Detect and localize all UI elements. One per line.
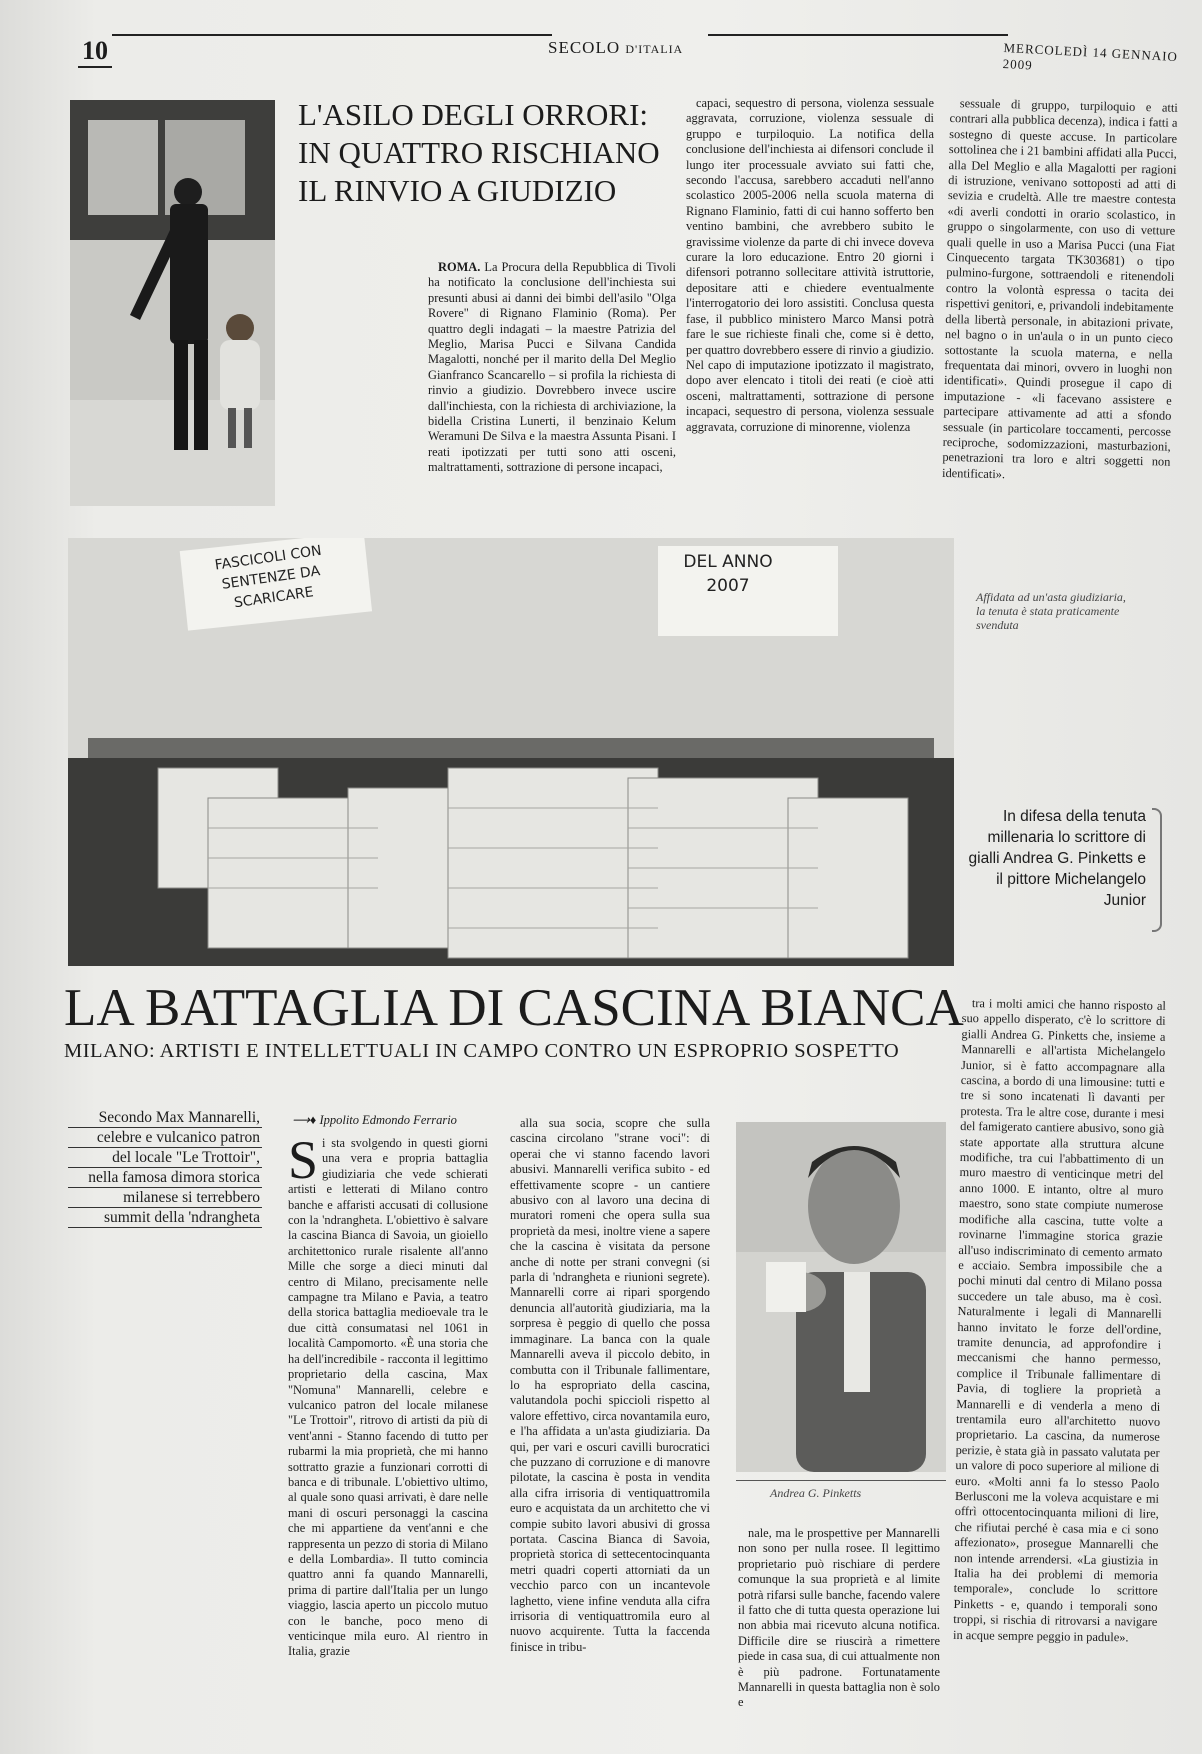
files-sign-2: DEL ANNO 2007 [683, 552, 773, 596]
story1-headline: L'ASILO DEGLI ORRORI: IN QUATTRO RISCHIANO IL RINVIO A GIUDIZIO [298, 97, 660, 208]
sidebox-line: Secondo Max Mannarelli, [68, 1108, 262, 1128]
masthead [548, 38, 683, 58]
sidebox-line: celebre e vulcanico patron [68, 1128, 262, 1148]
pull-quote-bracket [1152, 808, 1162, 932]
story1-column-2 [686, 96, 934, 510]
sidebox-line: summit della 'ndrangheta [68, 1208, 262, 1228]
story2-column-2 [510, 1116, 710, 1740]
caption-rule [736, 1480, 946, 1481]
story2-col3-text: nale, ma le prospettive per Mannarelli non sono per nulla rosee. Il legittimo proprietario può rischiare di perdere comunque la sua proprietà e al limite potrà rifarsi sulle banche, facendo valere il fatto che di tutta questa operazione lui non abbia mai ricevuto alcuna notifica. Difficile dire se riuscirà a rimettere piede in casa sua, di cui attualmente non è più padrone. Fortunatamente Mannarelli in questa battaglia non è solo e [738, 1526, 940, 1710]
story2-column-3 [738, 1526, 940, 1740]
files-sign-1: FASCICOLI CON SENTENZE DA SCARICARE [213, 542, 323, 612]
pinketts-photo-caption: Andrea G. Pinketts [770, 1486, 862, 1500]
sidebox-line: milanese si terrebbero [68, 1188, 262, 1208]
story1-dateline: ROMA. [438, 260, 481, 274]
story2-col4-text: tra i molti amici che hanno risposto al suo appello disperato, c'è lo scrittore di gialli Andrea G. Pinketts che, insieme a Mannarelli e all'artista Michelangelo Junior, si è fatto accompagnare alla cascina, a bordo di una limousine: tutti e tre si sono incatenati lì davanti per protesta. Tra le altre cose, durante i mesi del famigerato cantiere abusivo, sono già state apportate alla struttura alcune modifiche, tra cui l'abbattimento di un muro maestro di venticinque metri del anno 1000. E intanto, oltre al muro maestro, sono state compiute numerose modifiche alla cascina, tutte volte a rovinarne l'immagine storica grazie all'uso indiscriminato di cemento armato e acciaio. Sembra impossibile che a pochi minuti dal centro di Milano possa succedere un tale abuso, ma è così. Naturalmente i legali di Mannarelli hanno invitato le forze dell'ordine, tramite denuncia, ad approfondire i meccanismi che hanno permesso, complice il Tribunale fallimentare di Pavia, di togliere la proprietà a Mannarelli e di venderla a meno di trentamila euro all'architetto nuovo proprietario. La cascina, da numerose perizie, è stata già in passato valutata per un valore di poco superiore al milione di euro. «Molti anni fa lo stesso Paolo Berlusconi me la voleva acquistare e mi offrì ottocentocinquanta milioni di lire, che rifiutai perché è casa mia e ci sono affezionato», prosegue Mannarelli che non intende arrendersi. «La giustizia in Italia ha dei problemi di memoria temporale», conclude lo scrittore Pinketts - e, quando i temporali sono troppi, si rischia di ritrovarsi a navigare in acque sempre peggio in padule». [952, 996, 1166, 1645]
story1-column-1 [428, 260, 676, 510]
header-rule-left [112, 34, 552, 36]
archive-files-photo [68, 538, 954, 966]
story2-headline: LA BATTAGLIA DI CASCINA BIANCA [64, 979, 964, 1037]
story2-col1-text: i sta svolgendo in questi giorni una vera e propria battaglia giudiziaria che vede schierati artisti e letterati di Milano contro banche e affaristi accusati di collusione con la 'ndrangheta. L'obiettivo è salvare la cascina Bianca di Savoia, un gioiello architettonico rurale risalente all'anno Mille che sorge a dieci minuti dal centro di Milano, precisamente nelle campagne tra Milano e Pavia, a teatro della storica battaglia medioevale tra le due città consumatasi nel 1061 in località Campomorto. «È una storia che ha dell'incredibile - racconta il legittimo proprietario della cascina, Max "Nomuna" Mannarelli, celebre e vulcanico patron del locale milanese "Le Trottoir", ritrovo di artisti da più di vent'anni - Stanno facendo di tutto per rubarmi la mia proprietà, che mi hanno sottratto grazie a funzionari corrotti di banca e di tribunale. L'obiettivo ultimo, al quale sono quasi arrivati, è dare nelle mani di oscuri personaggi la cascina che mi appartiene da vent'anni e che rappresenta un pezzo di storia di Milano e della Lombardia». Il tutto comincia quattro anni fa quando Mannarelli, prima di partire dall'Italia per un lungo viaggio, lascia aperto un piccolo mutuo con le banche, poco meno di venticinque mila euro. Al rientro in Italia, grazie [288, 1136, 488, 1659]
story1-col1-text: La Procura della Repubblica di Tivoli ha notificato la conclusione dell'inchiesta sui presunti abusi ai danni dei bimbi dell'asilo "Olga Rovere" di Rignano Flaminio (Roma). Per quattro degli indagati – la maestre Patrizia del Meglio, Marisa Pucci e Silvana Candida Magalotti, nonché per il marito della Del Meglio Gianfranco Scancarello – si profila la richiesta di rinvio a giudizio. Dovrebbero invece uscire dall'inchiesta, con la richiesta di archiviazione, la bidella Cristina Lunerti, il benzinaio Kelum Weramuni De Silva e la maestra Assunta Pisani. I reati ipotizzati per tutti sono atti osceni, maltrattamenti, sottrazione di persone incapaci, [428, 260, 676, 475]
story1-photo [70, 100, 275, 506]
arrow-icon: ⟶♦ [292, 1113, 320, 1127]
pull-quote: In difesa della tenuta millenaria lo scrittore di gialli Andrea G. Pinketts e il pittore Michelangelo Junior [968, 808, 1146, 909]
story1-col2-text: capaci, sequestro di persona, violenza sessuale aggravata, corruzione, violenza sessuale di gruppo e turpiloquio. La notifica della conclusione dell'inchiesta ai difensori conclude il lungo iter processuale avviato sui fatti che, secondo l'accusa, sarebbero accaduti nell'anno scolastico 2005-2006 nella scuola materna di Rignano Flaminio, fatti di cui hanno sofferto ben ventino bambini, che avrebbero subito le gravissime violenze da parte di chi invece doveva curare la loro educazione. Entro 20 giorni i difensori potranno sollecitare attività istruttorie, depositare atti e chiedere eventualmente l'interrogatorio dei loro assistiti. Conclusa questa fase, il pubblico ministero Marco Mansi potrà fare le sue richieste finali che, come si è detto, per quattro dovrebbero essere di rinvio a giudizio. Nel capo di imputazione ipotizzato il magistrato, dopo aver elencato i titoli dei reati (e cioè atti osceni, maltrattamenti, sottrazione di persone incapaci, sequestro di persona, violenza sessuale aggravata, corruzione di minorenne, violenza [686, 96, 934, 434]
story2-column-4 [952, 996, 1166, 1747]
issue-date: MERCOLEDÌ 14 GENNAIO 2009 [1002, 40, 1179, 73]
sidebox-line: del locale "Le Trottoir", [68, 1148, 262, 1168]
drop-cap: S [288, 1136, 319, 1190]
masthead-suffix: D'ITALIA [625, 42, 684, 56]
story2-byline [292, 1112, 457, 1128]
byline-name: Ippolito Edmondo Ferrario [319, 1113, 457, 1127]
sidebox-line: nella famosa dimora storica [68, 1168, 262, 1188]
story1-col3-text: sessuale di gruppo, turpiloquio e atti contrari alla pubblica decenza), indica i fatti a sostegno di queste accuse. In particolare sottolinea che i 21 bambini affidati alla Pucci, alla Del Meglio e alla Magalotti per ragioni di istruzione, venivano sottoposti ad atti di sevizia e crudeltà. Alle tre maestre contesta «di averli condotti in orario scolastico, in gruppo o singolarmente, con uso di vetture quali quelle in uso a Marisa Pucci (una Fiat Cinquecento targata TK303681) o tipo pulmino-furgone, sottraendoli e ritenendoli contro la volontà espressa o tacita dei rispettivi genitori, e, privandoli indebitamente della libertà personale, in abitazioni private, nel bagno o in un'aula o in un punto cieco sottostante la scuola materna, e nella frequentata dai minori, ovvero in luoghi non identificati». Quindi prosegue il capo di imputazione - «li facevano assistere e partecipare attivamente ad atti a sfondo sessuale (in particolare toccamenti, percosse reciproche, sodomizzazioni, masturbazioni, penetrazioni tra loro e altri soggetti non identificati». [941, 96, 1178, 481]
page-number: 10 [78, 36, 112, 68]
header-rule-right [708, 34, 1008, 36]
masthead-title: SECOLO [548, 38, 621, 57]
story2-column-1 [288, 1136, 488, 1740]
story1-column-3 [941, 96, 1178, 521]
pinketts-photo [736, 1122, 946, 1472]
story2-col2-text: alla sua socia, scopre che sulla cascina circolano "strane voci": di operai che vi stanno facendo lavori abusivi. Mannarelli verifica subito - ed effettivamente scopre - un cantiere abusivo con al lavoro una decina di muratori romeni che opera sulla sua proprietà da mesi, inoltre viene a sapere che la cascina è visitata da persone anche di notte per strani convegni (si parla di 'ndrangheta e riunioni segrete). Mannarelli corre ai ripari sporgendo denuncia all'autorità giudiziaria, ma la sorpresa è peggio di quello che possa immaginare. La banca con la quale Mannarelli aveva il piccolo debito, in combutta con il Tribunale fallimentare, lo ha espropriato della cascina, valutandola pochi spiccioli rispetto al valore effettivo, circa novantamila euro, e l'ha affidata a un'asta giudiziaria. Da qui, per vari e oscuri cavilli burocratici che puzzano di corruzione e di manovre pilotate, la cascina è posta in vendita alla cifra irrisoria di ventiquattromila euro e acquistata da un architetto che vi compie subito lavori abusivi di grossa portata. Cascina Bianca di Savoia, proprietà storica di settecentocinquanta metri quadri coperti attorniati da un vecchio parco con un incantevole laghetto, viene infine venduta alla cifra irrisoria di ventiquattromila euro al nuovo acquirente. Tutta la faccenda finisce in tribu- [510, 1116, 710, 1654]
story2-sidebox [68, 1108, 262, 1228]
story2-subhead: MILANO: ARTISTI E INTELLETTUALI IN CAMPO CONTRO UN ESPROPRIO SOSPETTO [64, 1040, 900, 1062]
files-photo-caption: Affidata ad un'asta giudiziaria, la tenuta è stata praticamente svenduta [976, 590, 1126, 632]
